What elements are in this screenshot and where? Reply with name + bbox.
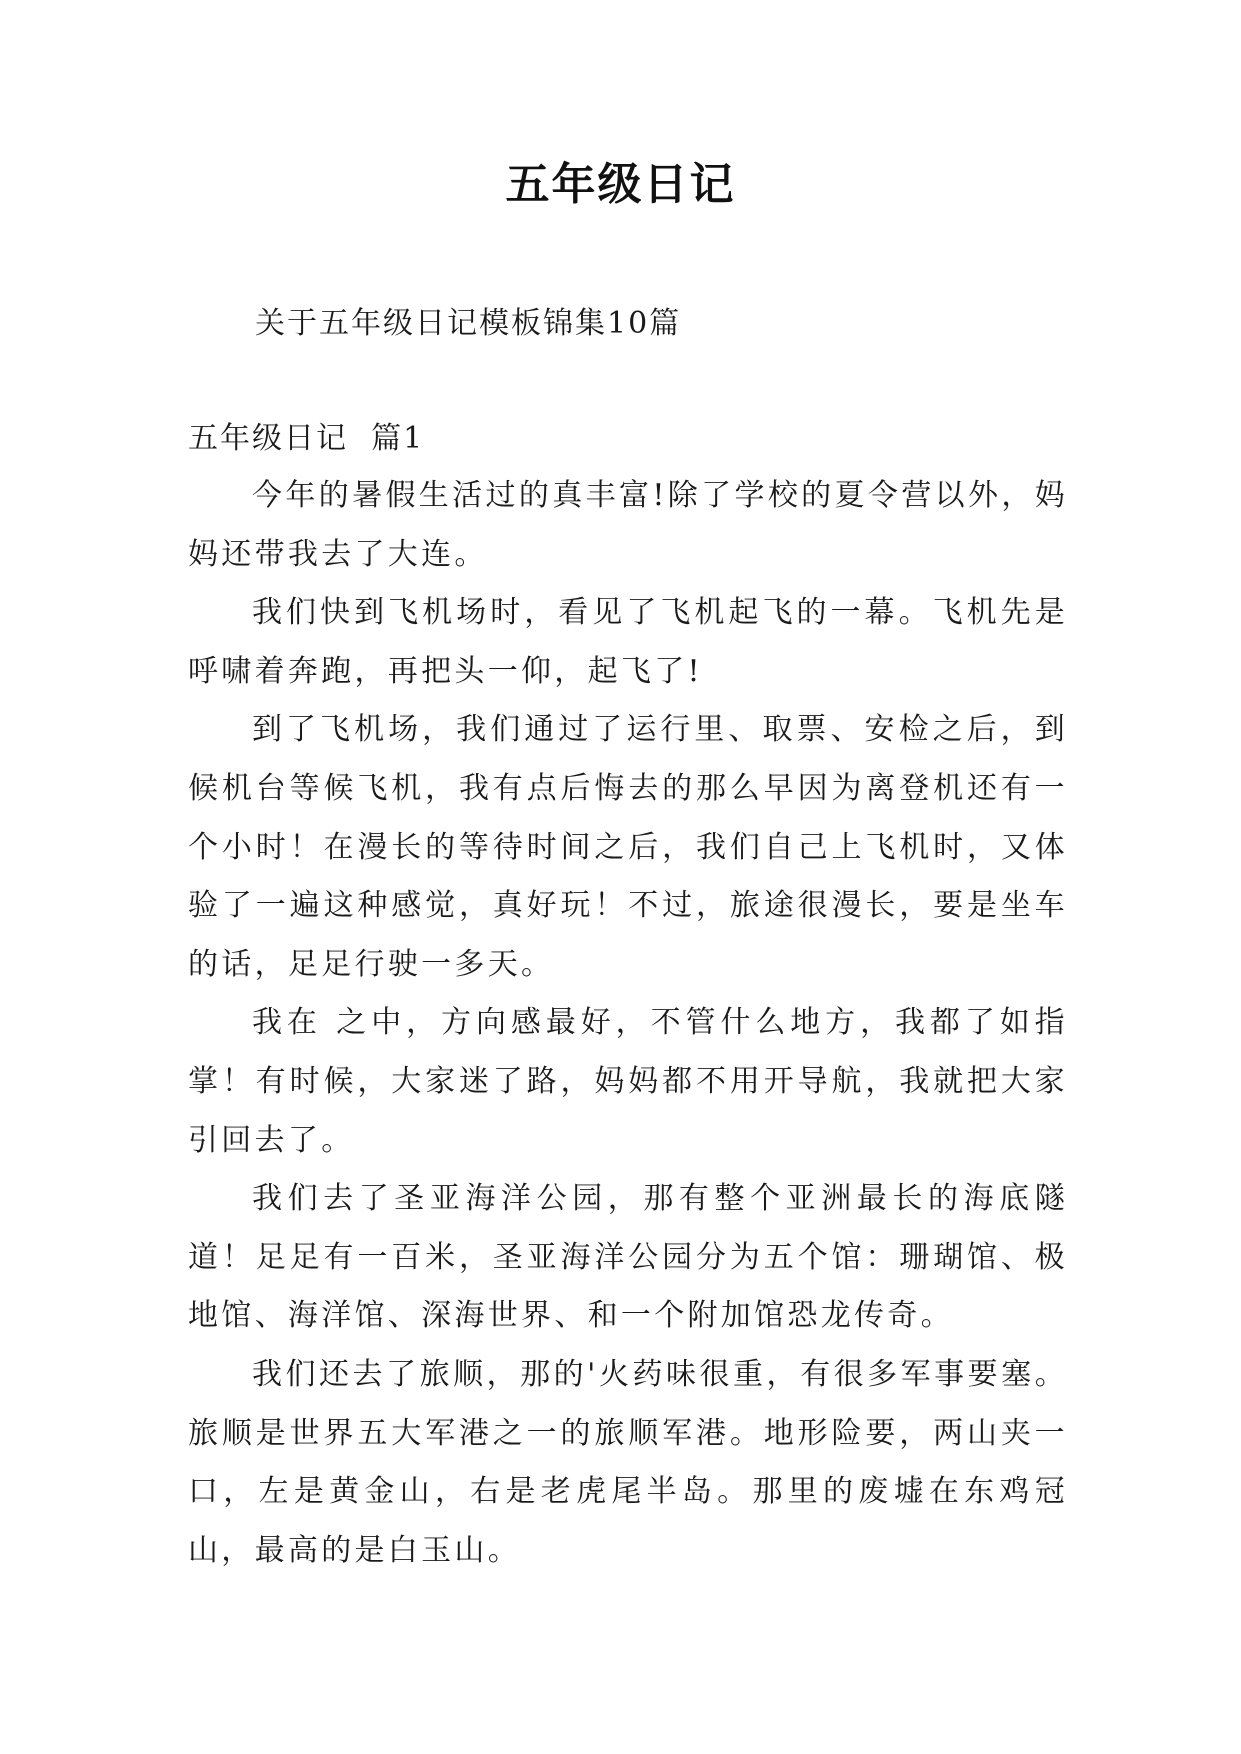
body-text xyxy=(188,467,1068,1580)
paragraph-2: 我们快到飞机场时，看见了飞机起飞的一幕。飞机先是呼啸着奔跑，再把头一仰，起飞了! xyxy=(188,595,1068,689)
paragraph-4: 我在 之中，方向感最好，不管什么地方，我都了如指掌！有时候，大家迷了路，妈妈都不用开导航，我就把大家引回去了。 xyxy=(188,1005,1068,1158)
document-subtitle: 关于五年级日记模板锦集10篇 xyxy=(255,306,682,341)
document-title: 五年级日记 xyxy=(505,159,736,210)
paragraph-6: 我们还去了旅顺，那的'火药味很重，有很多军事要塞。旅顺是世界五大军港之一的旅顺军港。地形险要，两山夹一口，左是黄金山，右是老虎尾半岛。那里的废墟在东鸡冠山，最高的是白玉山。 xyxy=(188,1356,1068,1568)
paragraph-3: 到了飞机场，我们通过了运行里、取票、安检之后，到候机台等候飞机，我有点后悔去的那么早因为离登机还有一个小时！在漫长的等待时间之后，我们自己上飞机时，又体验了一遍这种感觉，真好玩！不过，旅途很漫长，要是坐车的话，足足行驶一多天。 xyxy=(188,712,1068,982)
paragraph-5: 我们去了圣亚海洋公园，那有整个亚洲最长的海底隧道！足足有一百米，圣亚海洋公园分为五个馆：珊瑚馆、极地馆、海洋馆、深海世界、和一个附加馆恐龙传奇。 xyxy=(188,1181,1068,1334)
paragraph-1: 今年的暑假生活过的真丰富!除了学校的夏令营以外，妈妈还带我去了大连。 xyxy=(188,478,1068,572)
section-heading: 五年级日记 篇1 xyxy=(188,421,425,456)
